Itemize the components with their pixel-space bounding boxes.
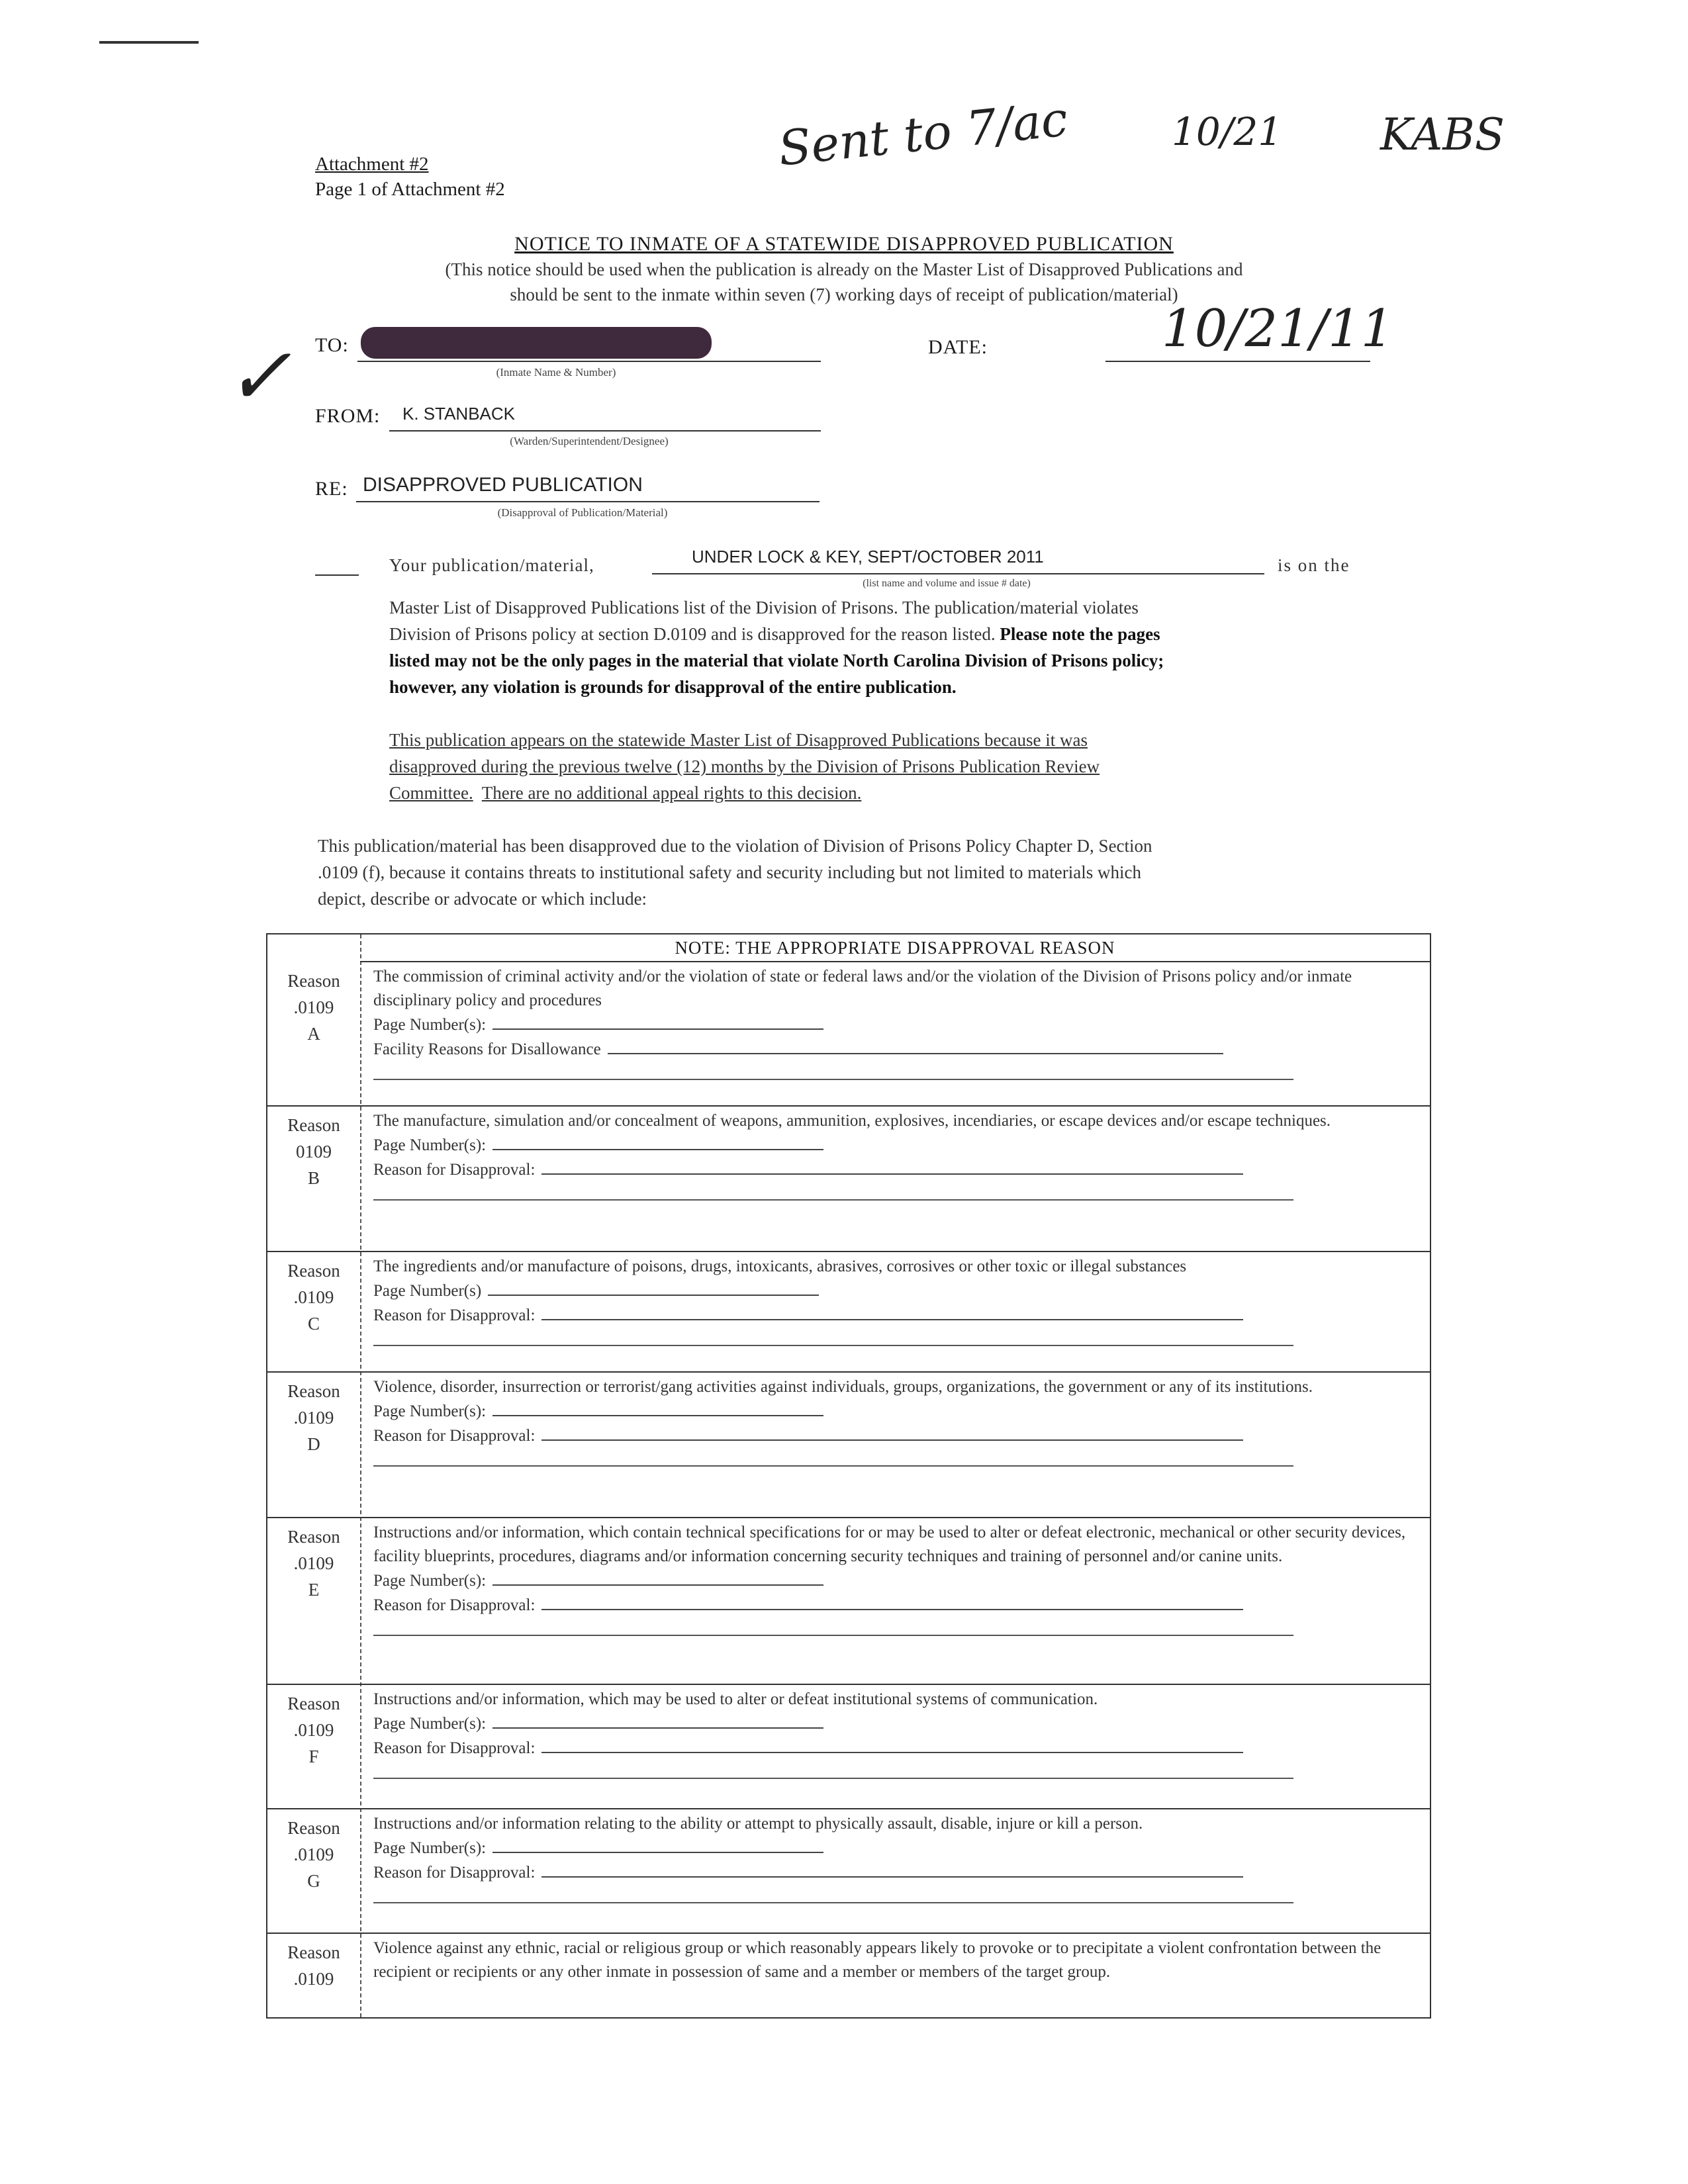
reason-input-line[interactable] bbox=[541, 1860, 1243, 1878]
from-caption: (Warden/Superintendent/Designee) bbox=[510, 435, 669, 447]
table-row bbox=[267, 1517, 1430, 1685]
publication-caption: (list name and volume and issue # date) bbox=[863, 578, 1031, 589]
master-list-line-3a: Committee. bbox=[389, 783, 473, 803]
page-numbers-input-line[interactable] bbox=[492, 1013, 823, 1030]
reason-code bbox=[267, 1524, 360, 1603]
publication-line-3 bbox=[389, 621, 1160, 647]
reason-code-l1: Reason bbox=[287, 1115, 340, 1135]
attachment-label: Attachment #2 bbox=[315, 154, 429, 175]
page-numbers-label: Page Number(s): bbox=[373, 1715, 487, 1733]
reason-extra-line[interactable] bbox=[373, 1199, 1293, 1201]
publication-line-4-bold: listed may not be the only pages in the material that violate North Carolina Division of Prisons policy; bbox=[389, 651, 1164, 670]
reason-extra-line[interactable] bbox=[373, 1465, 1293, 1467]
publication-prefix: Your publication/material, bbox=[389, 555, 594, 575]
table-row bbox=[267, 1684, 1430, 1809]
reason-input-line[interactable] bbox=[541, 1736, 1243, 1753]
table-row bbox=[267, 1251, 1430, 1373]
reason-code bbox=[267, 1815, 360, 1894]
reason-content bbox=[373, 1688, 1421, 1779]
margin-mark bbox=[99, 41, 199, 44]
reason-description: The ingredients and/or manufacture of poisons, drugs, intoxicants, abrasives, corrosives or other toxic or illegal substances bbox=[373, 1257, 1187, 1275]
re-label: RE: bbox=[315, 478, 348, 500]
reason-field bbox=[373, 1424, 1421, 1448]
reason-code-l3: B bbox=[307, 1168, 320, 1188]
page-numbers-label: Page Number(s): bbox=[373, 1839, 487, 1857]
table-row bbox=[267, 1105, 1430, 1252]
master-list-line-3 bbox=[389, 780, 861, 806]
reason-code-l2: .0109 bbox=[293, 997, 334, 1017]
table-row bbox=[267, 1933, 1430, 2020]
handwritten-initials: KABS bbox=[1380, 109, 1505, 160]
reason-label: Reason for Disapproval: bbox=[373, 1161, 536, 1179]
reason-extra-line[interactable] bbox=[373, 1345, 1293, 1346]
master-list-line-3b: There are no additional appeal rights to this decision. bbox=[481, 783, 862, 803]
reason-code bbox=[267, 1112, 360, 1191]
to-caption: (Inmate Name & Number) bbox=[496, 366, 616, 379]
publication-check-line[interactable] bbox=[315, 574, 359, 576]
reason-input-line[interactable] bbox=[541, 1593, 1243, 1610]
reason-description: Instructions and/or information relating to the ability or attempt to physically assault, disable, injure or kill a person. bbox=[373, 1815, 1143, 1833]
reason-code bbox=[267, 968, 360, 1047]
date-label: DATE: bbox=[928, 336, 988, 358]
from-field-line[interactable] bbox=[389, 430, 821, 432]
reason-code bbox=[267, 1939, 360, 1992]
publication-value: UNDER LOCK & KEY, SEPT/OCTOBER 2011 bbox=[692, 547, 1044, 567]
reason-field bbox=[373, 1037, 1421, 1062]
policy-line-2: .0109 (f), because it contains threats to institutional safety and security including but not limited to materials which bbox=[318, 862, 1141, 882]
page-numbers-label: Page Number(s): bbox=[373, 1016, 487, 1034]
reason-content bbox=[373, 1812, 1421, 1903]
reason-description: Violence against any ethnic, racial or religious group or which reasonably appears likely to provoke or to precipitate a violent confrontation between the recipient or recipients or any other inmate in possession of same and a member or members of the target group. bbox=[373, 1939, 1382, 1981]
reason-field bbox=[373, 1303, 1421, 1328]
page-of-label: Page 1 of Attachment #2 bbox=[315, 179, 505, 200]
redaction-bar bbox=[361, 327, 712, 359]
reason-label: Reason for Disapproval: bbox=[373, 1596, 536, 1614]
to-field-line[interactable] bbox=[357, 361, 821, 362]
reason-content bbox=[373, 1936, 1421, 1984]
table-row bbox=[267, 961, 1430, 1107]
page-numbers-input-line[interactable] bbox=[492, 1711, 823, 1729]
page-numbers-field bbox=[373, 1133, 1421, 1158]
date-value: 10/21/11 bbox=[1162, 299, 1394, 359]
reason-code-l2: .0109 bbox=[293, 1720, 334, 1740]
reason-code-l1: Reason bbox=[287, 1381, 340, 1401]
page-numbers-label: Page Number(s): bbox=[373, 1572, 487, 1590]
page-numbers-input-line[interactable] bbox=[488, 1279, 819, 1296]
from-label: FROM: bbox=[315, 405, 381, 427]
reason-code-l1: Reason bbox=[287, 1261, 340, 1281]
page-numbers-input-line[interactable] bbox=[492, 1569, 823, 1586]
publication-line-4 bbox=[389, 647, 1164, 674]
instruction-line-2: should be sent to the inmate within seven (7) working days of receipt of publication/material) bbox=[510, 285, 1178, 304]
reason-code-l3: A bbox=[307, 1024, 320, 1044]
page-numbers-label: Page Number(s) bbox=[373, 1282, 482, 1300]
reason-code-l1: Reason bbox=[287, 1942, 340, 1962]
reason-extra-line[interactable] bbox=[373, 1902, 1293, 1903]
table-row bbox=[267, 1371, 1430, 1518]
reason-content bbox=[373, 1375, 1421, 1467]
reason-input-line[interactable] bbox=[541, 1424, 1243, 1441]
reason-label: Reason for Disapproval: bbox=[373, 1864, 536, 1882]
reason-extra-line[interactable] bbox=[373, 1079, 1293, 1080]
reason-content bbox=[373, 1521, 1421, 1636]
publication-line-5 bbox=[389, 674, 957, 700]
reason-code-l2: .0109 bbox=[293, 1844, 334, 1864]
page-numbers-field bbox=[373, 1569, 1421, 1593]
page-numbers-input-line[interactable] bbox=[492, 1836, 823, 1853]
reason-label: Facility Reasons for Disallowance bbox=[373, 1040, 601, 1058]
page-numbers-field bbox=[373, 1013, 1421, 1037]
handwritten-checkmark: ✓ bbox=[225, 331, 292, 423]
publication-suffix: is on the bbox=[1278, 555, 1350, 575]
page-numbers-input-line[interactable] bbox=[492, 1399, 823, 1416]
reason-code-l1: Reason bbox=[287, 1694, 340, 1713]
reason-label: Reason for Disapproval: bbox=[373, 1427, 536, 1445]
page-numbers-field bbox=[373, 1711, 1421, 1736]
reason-input-line[interactable] bbox=[541, 1158, 1243, 1175]
policy-line-1: This publication/material has been disapproved due to the violation of Division of Prisons Policy Chapter D, Section bbox=[318, 836, 1152, 856]
re-caption: (Disapproval of Publication/Material) bbox=[497, 506, 668, 519]
instruction-line-1: (This notice should be used when the publication is already on the Master List of Disapproved Publications and bbox=[445, 259, 1243, 279]
reason-description: The commission of criminal activity and/or the violation of state or federal laws and/or the violation of the Division of Prisons policy and/or inmate disciplinary policy and procedures bbox=[373, 968, 1352, 1009]
handwritten-note: Sent to 7/ac bbox=[775, 91, 1070, 177]
date-field-line[interactable] bbox=[1105, 361, 1370, 362]
page-numbers-field bbox=[373, 1399, 1421, 1424]
reason-code-l2: 0109 bbox=[296, 1142, 332, 1161]
reason-code-l1: Reason bbox=[287, 1527, 340, 1547]
reason-code-l1: Reason bbox=[287, 971, 340, 991]
page-numbers-label: Page Number(s): bbox=[373, 1136, 487, 1154]
reason-label: Reason for Disapproval: bbox=[373, 1739, 536, 1757]
reason-field bbox=[373, 1593, 1421, 1617]
page-numbers-field bbox=[373, 1836, 1421, 1860]
publication-line-5-bold: however, any violation is grounds for disapproval of the entire publication. bbox=[389, 677, 957, 697]
reason-code bbox=[267, 1378, 360, 1457]
reason-description: Instructions and/or information, which contain technical specifications for or may be used to alter or defeat electronic, mechanical or other security devices, facility blueprints, procedures, diagrams and/or information concerning security techniques and training of personnel and/or canine units. bbox=[373, 1524, 1406, 1565]
reason-extra-line[interactable] bbox=[373, 1778, 1293, 1779]
reason-code-l3: C bbox=[307, 1314, 320, 1334]
reason-extra-line[interactable] bbox=[373, 1635, 1293, 1636]
reason-description: The manufacture, simulation and/or concealment of weapons, ammunition, explosives, incendiaries, or escape devices and/or escape techniques. bbox=[373, 1112, 1331, 1130]
reason-field bbox=[373, 1736, 1421, 1760]
reason-code-l3: E bbox=[308, 1580, 320, 1600]
reason-field bbox=[373, 1158, 1421, 1182]
reason-code-l2: .0109 bbox=[293, 1287, 334, 1307]
reason-content bbox=[373, 1109, 1421, 1201]
reason-code bbox=[267, 1257, 360, 1337]
reason-code-l2: .0109 bbox=[293, 1553, 334, 1573]
handwritten-note-date: 10/21 bbox=[1172, 109, 1283, 154]
master-list-line-2: disapproved during the previous twelve (12) months by the Division of Prisons Publication Review bbox=[389, 756, 1100, 776]
form-title: NOTICE TO INMATE OF A STATEWIDE DISAPPROVED PUBLICATION bbox=[514, 233, 1174, 255]
re-field-line[interactable] bbox=[356, 501, 820, 502]
publication-field-line[interactable] bbox=[652, 573, 1264, 574]
reason-description: Instructions and/or information, which may be used to alter or defeat institutional systems of communication. bbox=[373, 1690, 1098, 1708]
page-numbers-input-line[interactable] bbox=[492, 1133, 823, 1150]
table-header: NOTE: THE APPROPRIATE DISAPPROVAL REASON bbox=[360, 934, 1430, 962]
reason-label: Reason for Disapproval: bbox=[373, 1306, 536, 1324]
reason-code-l1: Reason bbox=[287, 1818, 340, 1838]
disapproval-reasons-table bbox=[266, 933, 1431, 2019]
reason-input-line[interactable] bbox=[541, 1303, 1243, 1320]
reason-code-l3: F bbox=[308, 1747, 319, 1766]
reason-code-l3: G bbox=[307, 1871, 320, 1891]
reason-code-l3: D bbox=[307, 1434, 320, 1454]
reason-content bbox=[373, 965, 1421, 1080]
publication-line-3-plain: Division of Prisons policy at section D.0109 and is disapproved for the reason listed. bbox=[389, 624, 996, 644]
reason-code bbox=[267, 1690, 360, 1770]
reason-description: Violence, disorder, insurrection or terrorist/gang activities against individuals, groups, organizations, the government or any of its institutions. bbox=[373, 1378, 1313, 1396]
page-numbers-label: Page Number(s): bbox=[373, 1402, 487, 1420]
publication-line-2: Master List of Disapproved Publications list of the Division of Prisons. The publication/material violates bbox=[389, 598, 1139, 617]
reason-code-l2: .0109 bbox=[293, 1408, 334, 1428]
to-label: TO: bbox=[315, 334, 349, 356]
reason-code-l2: .0109 bbox=[293, 1969, 334, 1989]
publication-line-3-bold: Please note the pages bbox=[1000, 624, 1160, 644]
reason-field bbox=[373, 1860, 1421, 1885]
from-value: K. STANBACK bbox=[402, 404, 516, 424]
reason-content bbox=[373, 1255, 1421, 1346]
re-value: DISAPPROVED PUBLICATION bbox=[363, 474, 643, 496]
master-list-line-1: This publication appears on the statewide Master List of Disapproved Publications because it was bbox=[389, 730, 1088, 750]
table-row bbox=[267, 1808, 1430, 1934]
page-numbers-field bbox=[373, 1279, 1421, 1303]
reason-input-line[interactable] bbox=[608, 1037, 1223, 1054]
policy-line-3: depict, describe or advocate or which include: bbox=[318, 889, 647, 909]
